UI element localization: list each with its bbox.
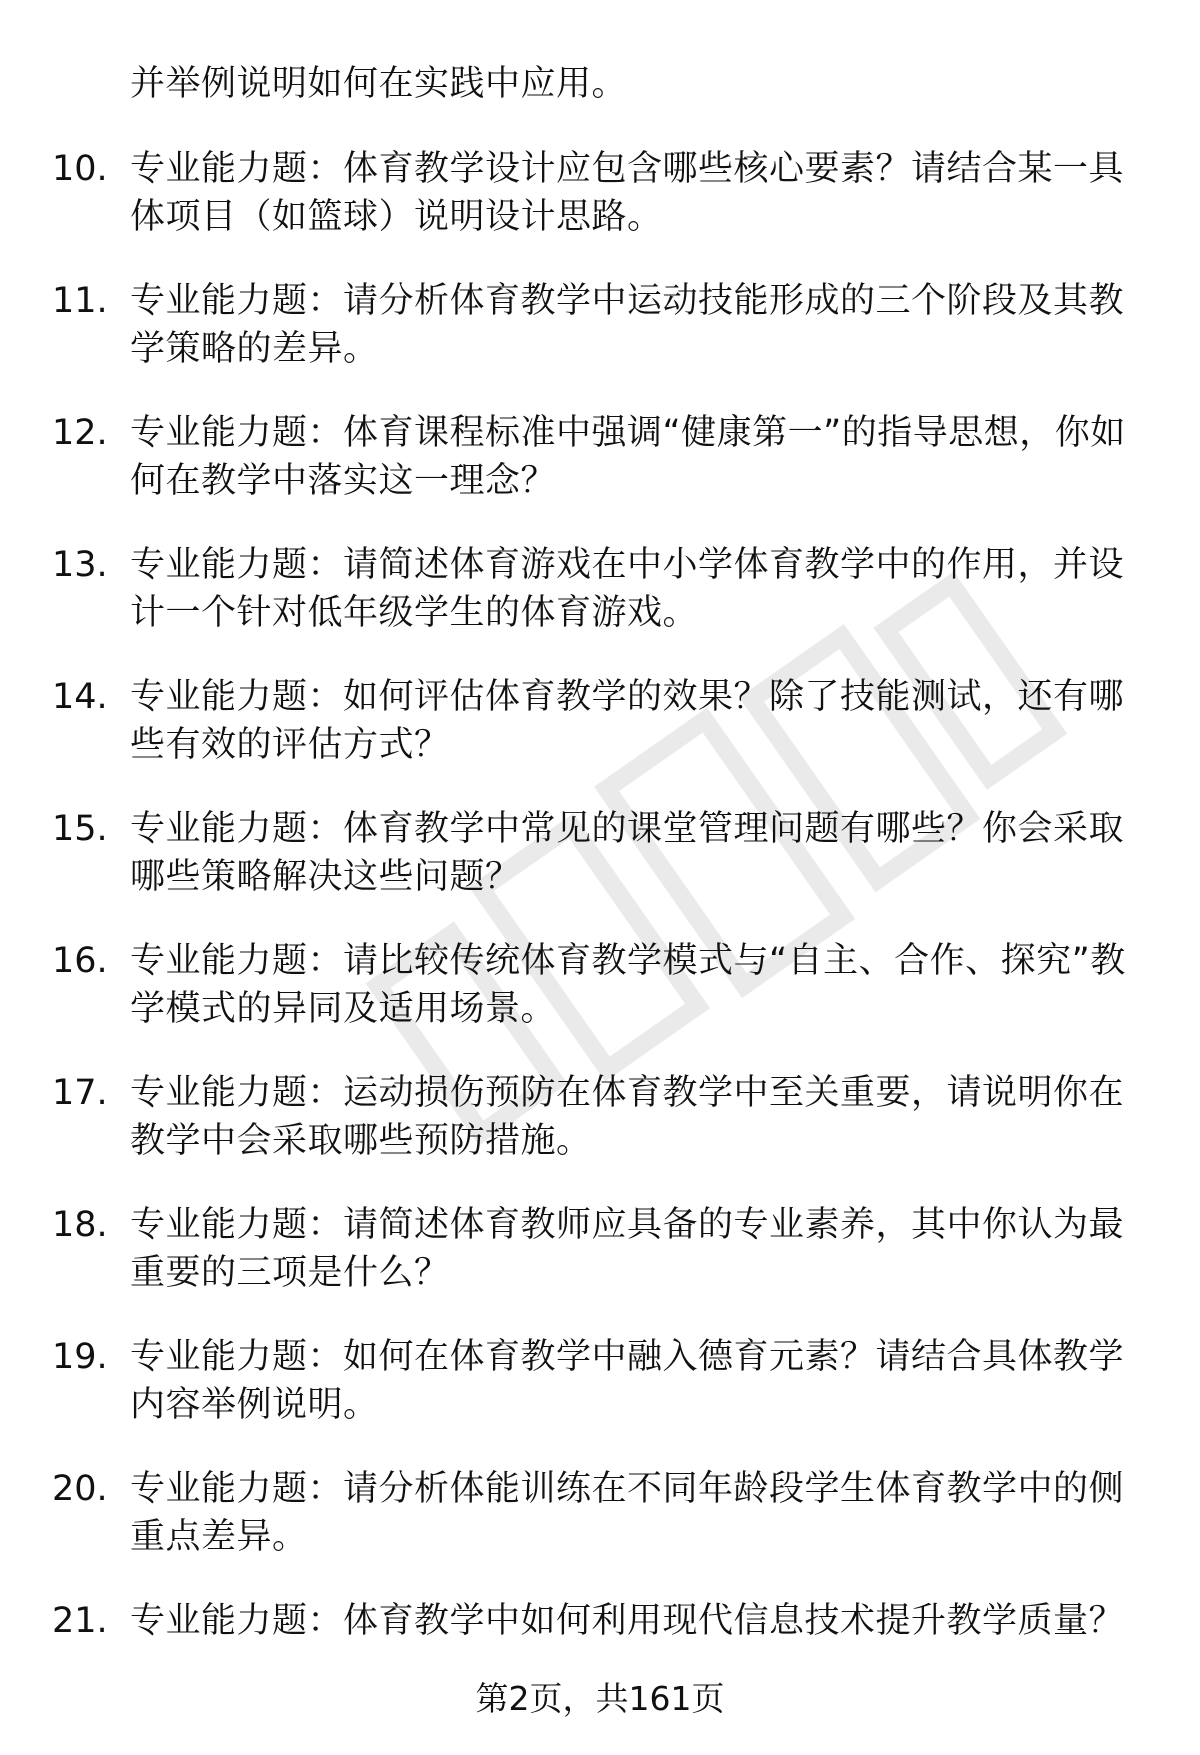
- question-number: 16.: [52, 941, 108, 981]
- question-number: 11.: [52, 281, 108, 321]
- question-text: 专业能力题：请简述体育游戏在中小学体育教学中的作用，并设计一个针对低年级学生的体育游戏。: [130, 545, 1125, 633]
- question-item: [0, 1201, 1200, 1333]
- question-number: 20.: [52, 1469, 108, 1509]
- question-item: [0, 1465, 1200, 1597]
- question-number: 21.: [52, 1601, 108, 1641]
- question-item: [0, 805, 1200, 937]
- question-text: 专业能力题：如何评估体育教学的效果？除了技能测试，还有哪些有效的评估方式？: [130, 677, 1125, 765]
- question-number: 18.: [52, 1205, 108, 1245]
- question-item: [0, 409, 1200, 541]
- question-number: 13.: [52, 545, 108, 585]
- question-text: 专业能力题：如何在体育教学中融入德育元素？请结合具体教学内容举例说明。: [130, 1337, 1125, 1425]
- question-text: 专业能力题：请分析体能训练在不同年龄段学生体育教学中的侧重点差异。: [130, 1469, 1125, 1557]
- question-item: [0, 937, 1200, 1069]
- question-item: [0, 541, 1200, 673]
- question-number: 15.: [52, 809, 108, 849]
- question-text: 专业能力题：请分析体育教学中运动技能形成的三个阶段及其教学策略的差异。: [130, 281, 1125, 369]
- question-text: 专业能力题：体育课程标准中强调“健康第一”的指导思想，你如何在教学中落实这一理念？: [130, 413, 1126, 501]
- question-number: 17.: [52, 1073, 108, 1113]
- question-text: 专业能力题：体育教学中常见的课堂管理问题有哪些？你会采取哪些策略解决这些问题？: [130, 809, 1125, 897]
- question-text: 专业能力题：请比较传统体育教学模式与“自主、合作、探究”教学模式的异同及适用场景。: [130, 941, 1126, 1029]
- question-text: 专业能力题：体育教学中如何利用现代信息技术提升教学质量？: [130, 1601, 1125, 1641]
- question-item: [0, 673, 1200, 805]
- question-number: 19.: [52, 1337, 108, 1377]
- continuation-text: 并举例说明如何在实践中应用。: [130, 64, 628, 104]
- question-item: [0, 277, 1200, 409]
- question-text: 专业能力题：体育教学设计应包含哪些核心要素？请结合某一具体项目（如篮球）说明设计思路。: [130, 149, 1125, 237]
- page-footer: 第2页，共161页: [475, 1679, 725, 1718]
- question-list: [0, 145, 1200, 1729]
- question-number: 14.: [52, 677, 108, 717]
- question-item: [0, 1069, 1200, 1201]
- question-item: [0, 1333, 1200, 1465]
- question-text: 专业能力题：运动损伤预防在体育教学中至关重要，请说明你在教学中会采取哪些预防措施。: [130, 1073, 1125, 1161]
- question-number: 12.: [52, 413, 108, 453]
- question-number: 10.: [52, 149, 108, 189]
- question-text: 专业能力题：请简述体育教师应具备的专业素养，其中你认为最重要的三项是什么？: [130, 1205, 1125, 1293]
- question-item: [0, 145, 1200, 277]
